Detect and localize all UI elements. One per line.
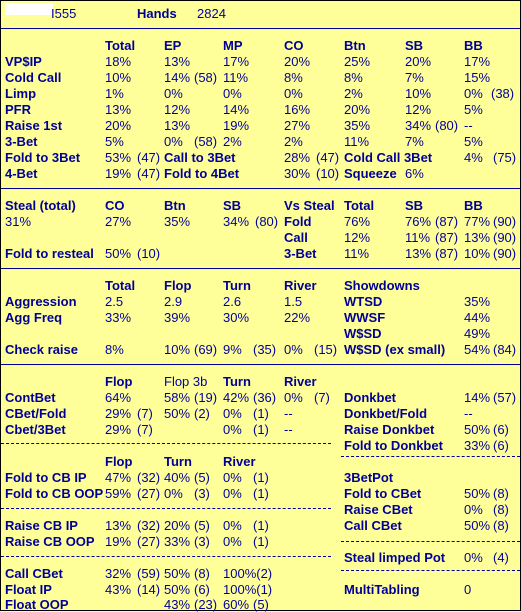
cell: (59) xyxy=(137,566,161,581)
col-sb: SB xyxy=(405,38,424,53)
row-label: ContBet xyxy=(5,390,56,405)
cell: 27% xyxy=(284,118,311,133)
cell: 14% xyxy=(164,70,191,85)
cell: 20% xyxy=(164,518,191,533)
row-label: Steal limped Pot xyxy=(344,550,446,565)
cell: (80) xyxy=(255,214,279,229)
row-label: Raise CB OOP xyxy=(5,534,95,549)
cell: 30% xyxy=(284,166,311,181)
cell: (1) xyxy=(253,470,269,485)
cell: (10) xyxy=(316,166,340,181)
cell: 2% xyxy=(284,134,303,149)
cell: 100%(1) xyxy=(223,582,273,597)
showdowns-title: Showdowns xyxy=(344,278,420,293)
row-label: Fold to 3Bet xyxy=(5,150,81,165)
cell: 0% xyxy=(164,134,183,149)
separator xyxy=(1,556,331,557)
row-label: Agg Freq xyxy=(5,310,63,325)
row-label: Call CBet xyxy=(344,518,402,533)
cell: 17% xyxy=(223,54,250,69)
cell: 54% xyxy=(464,342,491,357)
cell: 60% xyxy=(223,597,250,612)
cell: -- xyxy=(464,406,473,421)
cell: (58) xyxy=(194,70,218,85)
cell: (69) xyxy=(194,342,218,357)
cell: 0% xyxy=(164,86,183,101)
cell: 50% xyxy=(105,246,132,261)
cell: (4) xyxy=(493,550,509,565)
cell: 20% xyxy=(405,54,432,69)
cell: 11% xyxy=(344,134,370,149)
cell: 12% xyxy=(344,230,371,245)
col-total: Total xyxy=(105,38,136,53)
cell: 11% xyxy=(344,246,370,261)
col-turn: Turn xyxy=(223,374,251,389)
cell: 29% xyxy=(105,422,132,437)
col-river: River xyxy=(284,278,317,293)
cell: 49% xyxy=(464,326,491,341)
cell: (23) xyxy=(194,597,218,612)
cell: 50% xyxy=(464,518,491,533)
cell: -- xyxy=(464,118,473,133)
cell: (3) xyxy=(194,486,210,501)
row-label: Cold Call xyxy=(5,70,62,85)
cell: 0 xyxy=(464,582,472,597)
cell: 35% xyxy=(164,214,191,229)
cell: 10% xyxy=(405,86,432,101)
cell: 28% xyxy=(284,150,311,165)
cell: 32% xyxy=(105,566,132,581)
cell: 35% xyxy=(344,118,371,133)
cell: 44% xyxy=(464,310,491,325)
col-total: Total xyxy=(344,198,375,213)
cell: (7) xyxy=(137,422,153,437)
row-label: Donkbet/Fold xyxy=(344,406,428,421)
cell: 50% xyxy=(464,486,491,501)
cell: 40% xyxy=(164,470,191,485)
col-turn: Turn xyxy=(223,278,251,293)
cell: 4% xyxy=(464,150,483,165)
cell: 29% xyxy=(105,406,132,421)
row-label: Fold to CBet xyxy=(344,486,422,501)
cell: 20% xyxy=(344,102,371,117)
player-id: I555 xyxy=(51,6,77,21)
cell: (57) xyxy=(493,390,517,405)
cell: 34% xyxy=(405,118,432,133)
cell: 59% xyxy=(105,486,132,501)
cell: (3) xyxy=(194,534,210,549)
separator xyxy=(1,28,520,29)
cell: 22% xyxy=(284,310,311,325)
cell: (8) xyxy=(493,486,509,501)
cell: (58) xyxy=(194,134,218,149)
row-label: Check raise xyxy=(5,342,78,357)
cell: 100%(2) xyxy=(223,566,273,581)
cell: 33% xyxy=(105,310,132,325)
cell: (8) xyxy=(194,566,210,581)
cell: (27) xyxy=(137,486,161,501)
separator xyxy=(1,268,520,269)
cell: 14% xyxy=(223,102,250,117)
cell: (14) xyxy=(137,582,161,597)
cell: (36) xyxy=(253,390,277,405)
cell: (47) xyxy=(137,166,161,181)
cell: 50% xyxy=(464,422,491,437)
cell: 16% xyxy=(284,102,311,117)
cell: 30% xyxy=(223,310,250,325)
col-btn: Btn xyxy=(344,38,366,53)
row-label: Fold to CB OOP xyxy=(5,486,104,501)
cell: 43% xyxy=(105,582,132,597)
separator xyxy=(1,188,520,189)
cell: 0% xyxy=(164,486,183,501)
cell: 13% xyxy=(164,118,191,133)
cell: 2.6 xyxy=(223,294,242,309)
cell: 8% xyxy=(105,342,124,357)
cell: 33% xyxy=(464,438,491,453)
cell: 27% xyxy=(105,214,132,229)
row-label: VP$IP xyxy=(5,54,42,69)
cell: 76% xyxy=(344,214,371,229)
row-label: 3-Bet xyxy=(5,134,38,149)
cell: 35% xyxy=(464,294,491,309)
cell: 5% xyxy=(105,134,124,149)
cell: (6) xyxy=(493,422,509,437)
cell: (90) xyxy=(493,230,517,245)
cell: 2% xyxy=(344,86,363,101)
cell: (8) xyxy=(493,518,509,533)
separator xyxy=(341,570,520,571)
col-btn: Btn xyxy=(164,198,186,213)
cell: (7) xyxy=(137,406,153,421)
cell: 18% xyxy=(105,54,132,69)
cell: 12% xyxy=(164,102,191,117)
cell: (90) xyxy=(493,246,517,261)
cell: 0% xyxy=(223,406,242,421)
cell: 2% xyxy=(223,134,242,149)
row-label: WWSF xyxy=(344,310,386,325)
cell: (87) xyxy=(435,246,459,261)
cell: 7% xyxy=(405,134,424,149)
cell: (1) xyxy=(253,422,269,437)
cell: 0% xyxy=(223,86,242,101)
cell: 7% xyxy=(405,70,424,85)
cell: (87) xyxy=(435,230,459,245)
cell: (47) xyxy=(137,150,161,165)
cell: 13% xyxy=(105,518,132,533)
separator xyxy=(341,456,520,457)
cell: (1) xyxy=(253,534,269,549)
row-label: Call xyxy=(284,230,308,245)
cell: 10% xyxy=(164,342,191,357)
cell: 58% xyxy=(164,390,191,405)
row-label: Float IP xyxy=(5,582,52,597)
cell: 43% xyxy=(164,597,191,612)
cell: (5) xyxy=(194,470,210,485)
col-bb: BB xyxy=(464,38,483,53)
row-label: Float OOP xyxy=(5,597,69,612)
cell: (47) xyxy=(316,150,340,165)
cell: (1) xyxy=(253,406,269,421)
cell: 11% xyxy=(405,230,431,245)
cell: 0% xyxy=(223,422,242,437)
cell: 0% xyxy=(223,534,242,549)
cell: 11% xyxy=(223,70,249,85)
col-sb: SB xyxy=(223,198,242,213)
cell: (38) xyxy=(491,86,515,101)
row-label: Fold to 4Bet xyxy=(164,166,240,181)
cell: (6) xyxy=(493,438,509,453)
cell: 42% xyxy=(223,390,250,405)
cell: 14% xyxy=(464,390,491,405)
row-label: Raise CBet xyxy=(344,502,413,517)
cell: 0% xyxy=(223,486,242,501)
cell: (32) xyxy=(137,470,161,485)
cell: 20% xyxy=(105,118,132,133)
col-sb: SB xyxy=(405,198,424,213)
row-label: Call to 3Bet xyxy=(164,150,236,165)
cell: 0% xyxy=(464,86,483,101)
row-label: 4-Bet xyxy=(5,166,38,181)
cell: (8) xyxy=(493,502,509,517)
row-label: Call CBet xyxy=(5,566,63,581)
col-co: CO xyxy=(105,198,125,213)
cell: -- xyxy=(284,422,293,437)
cell: (1) xyxy=(253,486,269,501)
cell: (1) xyxy=(253,518,269,533)
cell: (84) xyxy=(493,342,517,357)
cell: (5) xyxy=(253,597,269,612)
cell: 0% xyxy=(223,470,242,485)
row-label: Aggression xyxy=(5,294,77,309)
separator xyxy=(1,443,331,444)
cell: 0% xyxy=(284,86,303,101)
steal-title: Steal (total) xyxy=(5,198,76,213)
cell: 31% xyxy=(5,214,32,229)
cell: 0% xyxy=(284,390,303,405)
cell: 19% xyxy=(105,166,132,181)
col-total: Total xyxy=(105,278,136,293)
cell: 25% xyxy=(344,54,371,69)
vs-steal-title: Vs Steal xyxy=(284,198,335,213)
cell: 0% xyxy=(284,342,303,357)
cell: 1.5 xyxy=(284,294,303,309)
cell: 12% xyxy=(405,102,432,117)
col-co: CO xyxy=(284,38,304,53)
row-label: Cbet/3Bet xyxy=(5,422,66,437)
threebetpot-title: 3BetPot xyxy=(344,470,394,485)
col-mp: MP xyxy=(223,38,243,53)
cell: 13% xyxy=(405,246,432,261)
cell: 53% xyxy=(105,150,132,165)
cell: 19% xyxy=(105,534,132,549)
cell: -- xyxy=(284,406,293,421)
cell: 9% xyxy=(223,342,242,357)
cell: 50% xyxy=(164,406,191,421)
cell: (6) xyxy=(194,582,210,597)
col-flop3b: Flop 3b xyxy=(164,374,208,389)
separator xyxy=(1,508,331,509)
cell: (10) xyxy=(137,246,161,261)
cell: (2) xyxy=(194,406,210,421)
cell: 39% xyxy=(164,310,191,325)
cell: 20% xyxy=(284,54,311,69)
cell: 19% xyxy=(223,118,250,133)
cell: 50% xyxy=(164,582,191,597)
row-label: CBet/Fold xyxy=(5,406,67,421)
row-label: WTSD xyxy=(344,294,383,309)
cell: 2.9 xyxy=(164,294,183,309)
cell: (5) xyxy=(194,518,210,533)
col-flop: Flop xyxy=(164,278,192,293)
cell: 76% xyxy=(405,214,432,229)
cell: (80) xyxy=(435,118,459,133)
cell: 77% xyxy=(464,214,491,229)
cell: (27) xyxy=(137,534,161,549)
cell: 17% xyxy=(464,54,491,69)
cell: 0% xyxy=(464,550,483,565)
cell: (75) xyxy=(493,150,517,165)
row-label: Raise Donkbet xyxy=(344,422,435,437)
cell: (32) xyxy=(137,518,161,533)
cell: 5% xyxy=(464,134,483,149)
row-label: Limp xyxy=(5,86,37,101)
cell: 64% xyxy=(105,390,132,405)
cell: (7) xyxy=(314,390,330,405)
col-turn: Turn xyxy=(164,454,192,469)
cell: (90) xyxy=(493,214,517,229)
cell: 13% xyxy=(164,54,191,69)
col-flop: Flop xyxy=(105,374,133,389)
row-label: Raise CB IP xyxy=(5,518,78,533)
col-ep: EP xyxy=(164,38,182,53)
cell: 34% xyxy=(223,214,250,229)
cell: (35) xyxy=(253,342,277,357)
cell: 5% xyxy=(464,102,483,117)
hands-label: Hands xyxy=(137,6,177,21)
cell: 10% xyxy=(105,70,132,85)
row-label: W$SD (ex small) xyxy=(344,342,446,357)
row-label: Raise 1st xyxy=(5,118,63,133)
row-label: Fold to CB IP xyxy=(5,470,87,485)
col-river: River xyxy=(223,454,256,469)
cell: 6% xyxy=(405,166,424,181)
cell: 10% xyxy=(464,246,491,261)
cell: (19) xyxy=(194,390,218,405)
cell: 13% xyxy=(464,230,491,245)
cell: 1% xyxy=(105,86,124,101)
cell: 8% xyxy=(284,70,303,85)
cell: 8% xyxy=(344,70,363,85)
separator xyxy=(341,541,520,542)
cell: (87) xyxy=(435,214,459,229)
cell: 0% xyxy=(464,502,483,517)
row-label: Fold to Donkbet xyxy=(344,438,443,453)
row-label: W$SD xyxy=(344,326,382,341)
row-label: Donkbet xyxy=(344,390,396,405)
cell: 47% xyxy=(105,470,132,485)
cell: 0% xyxy=(223,518,242,533)
masked-player-name xyxy=(5,3,53,15)
cell: 13% xyxy=(105,102,132,117)
cell: (15) xyxy=(314,342,338,357)
cell: 15% xyxy=(464,70,491,85)
cell: 2.5 xyxy=(105,294,124,309)
col-river: River xyxy=(284,374,317,389)
row-label: PFR xyxy=(5,102,31,117)
cell: 33% xyxy=(164,534,191,549)
row-label: Cold Call 3Bet xyxy=(344,150,433,165)
col-bb: BB xyxy=(464,198,483,213)
row-label: Fold xyxy=(284,214,312,229)
separator xyxy=(1,364,520,365)
col-flop: Flop xyxy=(105,454,133,469)
row-label: Squeeze xyxy=(344,166,397,181)
row-label: MultiTabling xyxy=(344,582,420,597)
hands-value: 2824 xyxy=(197,6,226,21)
cell: 50% xyxy=(164,566,191,581)
row-label: Fold to resteal xyxy=(5,246,94,261)
row-label: 3-Bet xyxy=(284,246,317,261)
